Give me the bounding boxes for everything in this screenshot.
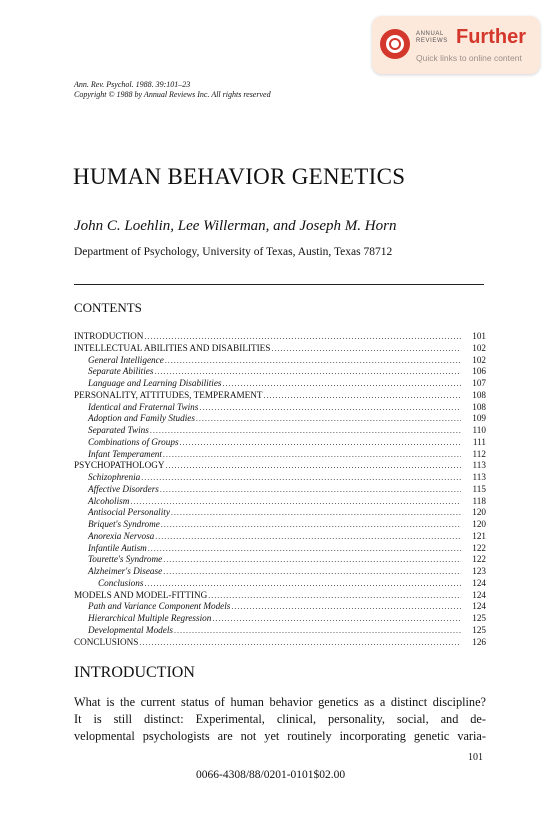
toc-entry-label: Infant Temperament — [88, 448, 162, 459]
toc-entry[interactable] — [74, 543, 486, 555]
toc-entry-label: Schizophrenia — [88, 472, 141, 482]
toc-entry-page: 120 — [472, 507, 486, 518]
toc-leader-dots — [141, 472, 461, 484]
toc-leader-dots — [264, 390, 461, 402]
toc-entry-label: INTELLECTUAL ABILITIES AND DISABILITIES — [74, 342, 271, 353]
toc-leader-dots — [166, 460, 461, 472]
toc-entry-label: Alzheimer's Disease — [88, 566, 163, 576]
section-divider — [74, 284, 484, 285]
contents-heading: CONTENTS — [74, 300, 142, 315]
toc-entry-page: 122 — [472, 542, 486, 553]
toc-entry[interactable] — [74, 437, 486, 449]
toc-entry[interactable] — [74, 601, 486, 613]
annual-reviews-logo-icon — [380, 29, 410, 59]
toc-leader-dots — [231, 601, 461, 613]
paragraph-line: It is still distinct: Experimental, clinical, personality, social, and de- — [74, 712, 486, 726]
toc-entry[interactable] — [74, 331, 486, 343]
toc-entry[interactable] — [74, 637, 486, 649]
toc-entry-page: 124 — [472, 601, 486, 612]
toc-entry-label: CONCLUSIONS — [74, 636, 139, 647]
toc-leader-dots — [165, 355, 461, 367]
toc-entry-page: 124 — [472, 577, 486, 588]
toc-leader-dots — [208, 590, 461, 602]
toc-leader-dots — [222, 378, 461, 390]
toc-entry-label: Path and Variance Component Models — [88, 601, 231, 612]
introduction-paragraph — [74, 694, 486, 745]
toc-leader-dots — [196, 413, 461, 425]
toc-entry[interactable] — [74, 496, 486, 508]
article-affiliation: Department of Psychology, University of Texas, Austin, Texas 78712 — [74, 246, 393, 258]
toc-entry-page: 111 — [472, 436, 486, 447]
toc-entry[interactable] — [74, 413, 486, 425]
toc-entry-label: Combinations of Groups — [88, 436, 179, 447]
toc-leader-dots — [163, 449, 461, 461]
toc-entry[interactable] — [74, 366, 486, 378]
toc-entry-page: 109 — [472, 413, 486, 424]
badge-quick-links-text: Quick links to online content — [416, 53, 522, 63]
toc-entry[interactable] — [74, 449, 486, 461]
toc-entry[interactable] — [74, 378, 486, 390]
toc-leader-dots — [144, 578, 461, 590]
toc-entry-label: Infantile Autism — [88, 542, 147, 553]
toc-entry[interactable] — [74, 578, 486, 590]
journal-copyright: Copyright © 1988 by Annual Reviews Inc. All rights reserved — [74, 90, 271, 99]
footer-code: 0066-4308/88/0201-0101$02.00 — [196, 769, 346, 781]
toc-entry-label: Anorexia Nervosa — [88, 530, 155, 541]
toc-entry-page: 125 — [472, 613, 486, 623]
toc-entry-label: Separated Twins — [88, 425, 149, 435]
toc-entry-label: Identical and Fraternal Twins — [88, 401, 199, 412]
toc-entry[interactable] — [74, 507, 486, 519]
toc-entry-page: 121 — [472, 530, 486, 541]
table-of-contents — [74, 331, 486, 648]
toc-leader-dots — [212, 613, 461, 625]
toc-leader-dots — [199, 402, 461, 414]
toc-entry-label: Adoption and Family Studies — [88, 413, 195, 424]
toc-entry-page: 113 — [472, 460, 486, 471]
toc-leader-dots — [144, 331, 461, 343]
toc-leader-dots — [180, 437, 461, 449]
toc-entry-page: 124 — [472, 589, 486, 600]
toc-entry[interactable] — [74, 472, 486, 484]
toc-entry-page: 102 — [472, 342, 486, 353]
badge-further-text: Further — [456, 26, 526, 48]
toc-leader-dots — [163, 554, 461, 566]
toc-entry[interactable] — [74, 343, 486, 355]
toc-entry[interactable] — [74, 355, 486, 367]
toc-entry-page: 110 — [472, 425, 486, 435]
toc-leader-dots — [150, 425, 461, 437]
toc-entry[interactable] — [74, 566, 486, 578]
toc-entry[interactable] — [74, 484, 486, 496]
toc-entry-page: 106 — [472, 366, 486, 377]
toc-entry-label: INTRODUCTION — [74, 331, 144, 341]
toc-entry-page: 115 — [472, 483, 486, 494]
toc-entry-page: 108 — [472, 389, 486, 400]
journal-info — [74, 80, 271, 100]
toc-entry[interactable] — [74, 590, 486, 602]
toc-entry-page: 126 — [472, 636, 486, 647]
toc-entry[interactable] — [74, 425, 486, 437]
toc-entry-page: 108 — [472, 401, 486, 412]
toc-entry-page: 101 — [472, 331, 486, 341]
toc-entry[interactable] — [74, 531, 486, 543]
toc-entry[interactable] — [74, 519, 486, 531]
toc-entry-label: Hierarchical Multiple Regression — [88, 613, 212, 623]
toc-entry-label: Briquet's Syndrome — [88, 519, 160, 529]
toc-entry[interactable] — [74, 613, 486, 625]
paragraph-line: What is the current status of human behavior genetics as a distinct discipline? — [74, 695, 486, 709]
toc-leader-dots — [163, 566, 461, 578]
toc-entry-page: 102 — [472, 354, 486, 365]
toc-entry[interactable] — [74, 554, 486, 566]
paragraph-line: velopmental psychologists are not yet routinely incorporating genetic varia- — [74, 729, 486, 743]
toc-entry-label: Affective Disorders — [88, 483, 159, 494]
toc-entry-label: Separate Abilities — [88, 366, 154, 377]
article-title: HUMAN BEHAVIOR GENETICS — [73, 164, 406, 189]
toc-leader-dots — [148, 543, 461, 555]
journal-citation: Ann. Rev. Psychol. 1988. 39:101–23 — [74, 80, 191, 89]
toc-entry-label: Tourette's Syndrome — [88, 554, 163, 565]
toc-entry[interactable] — [74, 460, 486, 472]
toc-leader-dots — [171, 507, 461, 519]
toc-entry-page: 118 — [472, 495, 486, 506]
toc-entry-page: 123 — [472, 566, 486, 576]
badge-annual-reviews-text: ANNUAL REVIEWS — [416, 31, 448, 44]
toc-entry[interactable] — [74, 402, 486, 414]
toc-entry-page: 113 — [472, 472, 486, 482]
toc-entry-label: MODELS AND MODEL-FITTING — [74, 589, 208, 600]
toc-leader-dots — [174, 625, 461, 637]
toc-leader-dots — [160, 484, 461, 496]
toc-leader-dots — [161, 519, 461, 531]
toc-leader-dots — [155, 531, 461, 543]
toc-entry-page: 120 — [472, 519, 486, 529]
toc-entry-label: PERSONALITY, ATTITUDES, TEMPERAMENT — [74, 389, 263, 400]
toc-entry-label: Antisocial Personality — [88, 507, 170, 518]
toc-entry-page: 125 — [472, 624, 486, 635]
toc-leader-dots — [130, 496, 461, 508]
further-badge-link[interactable] — [372, 16, 540, 74]
toc-entry-page: 107 — [472, 378, 486, 388]
toc-entry-label: Developmental Models — [88, 624, 173, 635]
toc-entry-label: Language and Learning Disabilities — [88, 378, 222, 388]
toc-leader-dots — [139, 637, 461, 649]
toc-entry-label: PSYCHOPATHOLOGY — [74, 460, 165, 471]
page-number: 101 — [468, 752, 483, 763]
toc-entry-label: Conclusions — [98, 577, 144, 588]
article-authors: John C. Loehlin, Lee Willerman, and Joseph M. Horn — [74, 218, 397, 234]
toc-entry[interactable] — [74, 390, 486, 402]
toc-entry[interactable] — [74, 625, 486, 637]
toc-leader-dots — [154, 366, 461, 378]
toc-entry-page: 112 — [472, 448, 486, 459]
toc-entry-page: 122 — [472, 554, 486, 565]
toc-entry-label: Alcoholism — [88, 495, 130, 506]
toc-leader-dots — [271, 343, 461, 355]
toc-entry-label: General Intelligence — [88, 354, 164, 365]
introduction-heading: INTRODUCTION — [74, 664, 195, 681]
